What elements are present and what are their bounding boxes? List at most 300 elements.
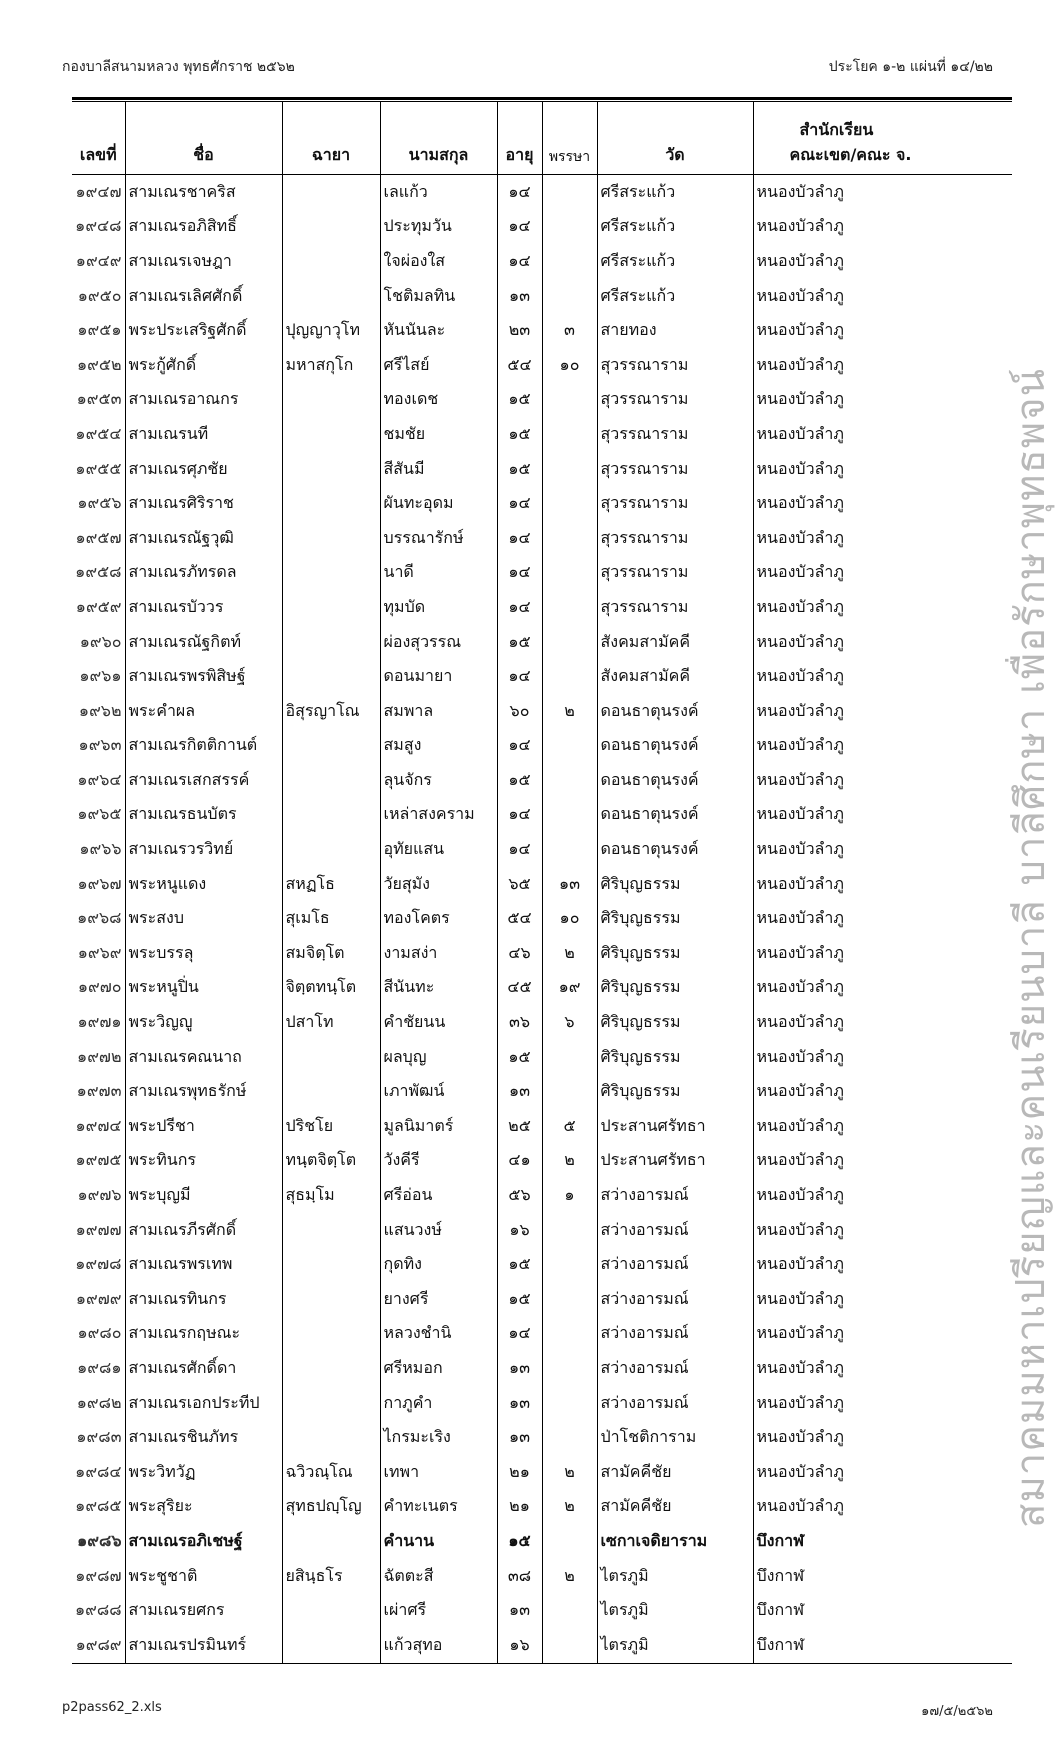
- cell-no: ๑๙๘๔: [75, 1461, 122, 1481]
- cell-office: หนองบัวลำภู: [753, 590, 1012, 625]
- cell-no: ๑๙๖๑: [79, 666, 122, 686]
- cell-age: ๖๕: [497, 867, 542, 902]
- table-row: [72, 556, 1012, 591]
- cell-chaya: [282, 1524, 380, 1559]
- table-row: [72, 1005, 1012, 1040]
- cell-surname: ฉัตตะสี: [380, 1559, 497, 1594]
- cell-wat: สุวรรณาราม: [597, 452, 753, 487]
- cell-surname: ผลบุญ: [380, 1040, 497, 1075]
- cell-wat: ศรีสระแก้ว: [597, 175, 753, 210]
- cell-office: บึงกาฬ: [753, 1524, 1012, 1559]
- cell-vassa: ๒: [542, 1144, 597, 1179]
- cell-chaya: [282, 1317, 380, 1352]
- col-header-name: ชื่อ: [125, 102, 282, 175]
- cell-age: ๑๓: [497, 1593, 542, 1628]
- cell-surname: ศรีอ่อน: [380, 1178, 497, 1213]
- header-left-text: กองบาลีสนามหลวง พุทธศักราช ๒๕๖๒: [62, 59, 295, 75]
- cell-age: ๓๘: [497, 1559, 542, 1594]
- cell-surname: วัยสุมัง: [380, 867, 497, 902]
- table-row: [72, 244, 1012, 279]
- table-row: [72, 175, 1012, 210]
- cell-office: หนองบัวลำภู: [753, 659, 1012, 694]
- cell-no: ๑๙๕๓: [76, 389, 122, 409]
- cell-surname: ลุนจักร: [380, 763, 497, 798]
- cell-surname: ผ่องสุวรรณ: [380, 625, 497, 660]
- cell-wat: ไตรภูมิ: [597, 1628, 753, 1663]
- cell-surname: ดอนมายา: [380, 659, 497, 694]
- table-row: [72, 798, 1012, 833]
- cell-surname: ไกรมะเริง: [380, 1420, 497, 1455]
- cell-wat: ศรีสระแก้ว: [597, 210, 753, 245]
- cell-wat: ไตรภูมิ: [597, 1593, 753, 1628]
- cell-no: ๑๙๗๗: [75, 1219, 122, 1239]
- cell-vassa: ๑๙: [542, 971, 597, 1006]
- footer-filename: p2pass62_2.xls: [62, 1700, 162, 1715]
- cell-office: หนองบัวลำภู: [753, 1213, 1012, 1248]
- cell-office: หนองบัวลำภู: [753, 244, 1012, 279]
- cell-age: ๔๖: [497, 936, 542, 971]
- cell-office: หนองบัวลำภู: [753, 210, 1012, 245]
- cell-chaya: [282, 452, 380, 487]
- cell-name: พระบุญมี: [125, 1178, 282, 1213]
- cell-office: หนองบัวลำภู: [753, 279, 1012, 314]
- cell-name: สามเณรชาคริส: [125, 175, 282, 210]
- cell-name: พระวิทวัฏ: [125, 1455, 282, 1490]
- cell-vassa: [542, 556, 597, 591]
- cell-wat: ดอนธาตุนรงค์: [597, 763, 753, 798]
- cell-no: ๑๙๘๗: [75, 1565, 122, 1585]
- cell-no: ๑๙๖๖: [79, 839, 122, 859]
- cell-chaya: ทนฺตจิตฺโต: [282, 1144, 380, 1179]
- cell-chaya: ปริชโย: [282, 1109, 380, 1144]
- table-row: [72, 1559, 1012, 1594]
- cell-name: สามเณรภัทรดล: [125, 556, 282, 591]
- cell-vassa: [542, 521, 597, 556]
- cell-name: สามเณรนที: [125, 417, 282, 452]
- cell-name: พระหนูปิ่น: [125, 971, 282, 1006]
- cell-vassa: [542, 244, 597, 279]
- cell-chaya: [282, 1593, 380, 1628]
- cell-wat: สว่างอารมณ์: [597, 1178, 753, 1213]
- col-header-no: เลขที่: [72, 102, 125, 175]
- cell-office: หนองบัวลำภู: [753, 1109, 1012, 1144]
- col-header-office: [753, 102, 1012, 175]
- cell-office: หนองบัวลำภู: [753, 175, 1012, 210]
- cell-wat: สุวรรณาราม: [597, 556, 753, 591]
- cell-chaya: สุทธปญฺโญ: [282, 1490, 380, 1525]
- cell-vassa: ๑๐: [542, 901, 597, 936]
- cell-name: สามเณรธนบัตร: [125, 798, 282, 833]
- cell-name: สามเณรทินกร: [125, 1282, 282, 1317]
- cell-name: พระวิญญู: [125, 1005, 282, 1040]
- cell-name: สามเณรกิตติกานต์: [125, 729, 282, 764]
- cell-no: ๑๙๕๘: [75, 562, 122, 582]
- cell-no: ๑๙๘๘: [75, 1600, 122, 1620]
- cell-chaya: [282, 1213, 380, 1248]
- table-row: [72, 694, 1012, 729]
- table-row: [72, 1351, 1012, 1386]
- table-row: [72, 521, 1012, 556]
- cell-vassa: [542, 763, 597, 798]
- cell-age: ๔๑: [497, 1144, 542, 1179]
- cell-surname: กุดทิง: [380, 1247, 497, 1282]
- cell-name: พระหนูแดง: [125, 867, 282, 902]
- table-row: [72, 659, 1012, 694]
- col-header-age: อายุ: [497, 102, 542, 175]
- cell-age: ๑๖: [497, 1628, 542, 1663]
- cell-surname: คำชัยนน: [380, 1005, 497, 1040]
- table-row: [72, 625, 1012, 660]
- cell-vassa: [542, 452, 597, 487]
- cell-chaya: [282, 383, 380, 418]
- cell-surname: คำทะเนตร: [380, 1490, 497, 1525]
- cell-no: ๑๙๗๘: [75, 1254, 122, 1274]
- cell-surname: ศรีหมอก: [380, 1351, 497, 1386]
- cell-surname: งามสง่า: [380, 936, 497, 971]
- cell-vassa: [542, 729, 597, 764]
- cell-chaya: [282, 590, 380, 625]
- cell-no: ๑๙๘๒: [76, 1392, 122, 1412]
- table-row: [72, 1213, 1012, 1248]
- cell-name: สามเณรเจษฎา: [125, 244, 282, 279]
- cell-name: สามเณรปรมินทร์: [125, 1628, 282, 1663]
- cell-name: สามเณรพุทธรักษ์: [125, 1074, 282, 1109]
- cell-no: ๑๙๕๕: [75, 458, 122, 478]
- cell-office: หนองบัวลำภู: [753, 1386, 1012, 1421]
- table-row: [72, 936, 1012, 971]
- cell-wat: สายทอง: [597, 313, 753, 348]
- cell-wat: ประสานศรัทธา: [597, 1109, 753, 1144]
- cell-chaya: สมจิตฺโต: [282, 936, 380, 971]
- cell-age: ๑๕: [497, 383, 542, 418]
- cell-no: ๑๙๖๓: [78, 735, 122, 755]
- cell-name: สามเณรเอกประทีป: [125, 1386, 282, 1421]
- table-row: [72, 1455, 1012, 1490]
- cell-age: ๑๕: [497, 452, 542, 487]
- table-row: [72, 452, 1012, 487]
- cell-vassa: [542, 625, 597, 660]
- cell-surname: ทองโคตร: [380, 901, 497, 936]
- cell-wat: ศิริบุญธรรม: [597, 1074, 753, 1109]
- cell-chaya: อิสุรญาโณ: [282, 694, 380, 729]
- cell-name: สามเณรอภิเชษฐ์: [125, 1524, 282, 1559]
- cell-wat: ดอนธาตุนรงค์: [597, 832, 753, 867]
- table-row: [72, 313, 1012, 348]
- cell-no: ๑๙๗๖: [77, 1185, 122, 1205]
- cell-surname: คำนาน: [380, 1524, 497, 1559]
- cell-surname: หลวงชำนิ: [380, 1317, 497, 1352]
- table-row: [72, 1593, 1012, 1628]
- cell-office: หนองบัวลำภู: [753, 971, 1012, 1006]
- cell-office: หนองบัวลำภู: [753, 1455, 1012, 1490]
- cell-chaya: [282, 1628, 380, 1663]
- cell-wat: ดอนธาตุนรงค์: [597, 729, 753, 764]
- cell-chaya: [282, 625, 380, 660]
- cell-age: ๑๔: [497, 659, 542, 694]
- table-row: [72, 1109, 1012, 1144]
- cell-age: ๕๔: [497, 348, 542, 383]
- cell-chaya: สุธมฺโม: [282, 1178, 380, 1213]
- table-row: [72, 417, 1012, 452]
- cell-name: สามเณรณัฐกิตท์: [125, 625, 282, 660]
- cell-age: ๒๓: [497, 313, 542, 348]
- cell-chaya: [282, 417, 380, 452]
- cell-office: หนองบัวลำภู: [753, 694, 1012, 729]
- cell-wat: ศิริบุญธรรม: [597, 971, 753, 1006]
- cell-age: ๑๔: [497, 175, 542, 210]
- cell-surname: กาภูคำ: [380, 1386, 497, 1421]
- cell-name: สามเณรกฤษณะ: [125, 1317, 282, 1352]
- cell-chaya: [282, 1351, 380, 1386]
- cell-age: ๑๕: [497, 1524, 542, 1559]
- cell-chaya: [282, 244, 380, 279]
- col-header-office-line1: สำนักเรียน: [799, 120, 874, 139]
- cell-vassa: [542, 175, 597, 210]
- cell-name: สามเณรคณนาถ: [125, 1040, 282, 1075]
- cell-age: ๑๕: [497, 763, 542, 798]
- cell-chaya: [282, 798, 380, 833]
- cell-office: หนองบัวลำภู: [753, 1282, 1012, 1317]
- cell-age: ๖๐: [497, 694, 542, 729]
- cell-no: ๑๙๘๐: [77, 1323, 122, 1343]
- cell-age: ๒๑: [497, 1455, 542, 1490]
- cell-age: ๑๔: [497, 210, 542, 245]
- cell-office: หนองบัวลำภู: [753, 798, 1012, 833]
- cell-chaya: [282, 763, 380, 798]
- cell-office: หนองบัวลำภู: [753, 1351, 1012, 1386]
- cell-age: ๑๓: [497, 1420, 542, 1455]
- cell-vassa: ๕: [542, 1109, 597, 1144]
- cell-no: ๑๙๕๗: [75, 527, 122, 547]
- cell-office: หนองบัวลำภู: [753, 625, 1012, 660]
- cell-office: หนองบัวลำภู: [753, 486, 1012, 521]
- cell-chaya: [282, 659, 380, 694]
- cell-chaya: [282, 1040, 380, 1075]
- cell-vassa: [542, 1040, 597, 1075]
- cell-office: หนองบัวลำภู: [753, 521, 1012, 556]
- cell-vassa: ๒: [542, 1559, 597, 1594]
- table-row: [72, 729, 1012, 764]
- cell-chaya: [282, 556, 380, 591]
- cell-office: หนองบัวลำภู: [753, 452, 1012, 487]
- cell-office: หนองบัวลำภู: [753, 832, 1012, 867]
- cell-surname: เลแก้ว: [380, 175, 497, 210]
- cell-chaya: [282, 729, 380, 764]
- cell-vassa: ๒: [542, 1490, 597, 1525]
- cell-name: พระสงบ: [125, 901, 282, 936]
- table-row: [72, 1178, 1012, 1213]
- cell-wat: สุวรรณาราม: [597, 590, 753, 625]
- cell-wat: เซกาเจดิยาราม: [597, 1524, 753, 1559]
- table-row: [72, 1144, 1012, 1179]
- cell-age: ๑๔: [497, 590, 542, 625]
- cell-name: พระกู้ศักดิ์: [125, 348, 282, 383]
- cell-vassa: [542, 1524, 597, 1559]
- cell-vassa: ๑๓: [542, 867, 597, 902]
- table-row: [72, 1386, 1012, 1421]
- cell-surname: วังคีรี: [380, 1144, 497, 1179]
- cell-surname: สีนันทะ: [380, 971, 497, 1006]
- cell-office: หนองบัวลำภู: [753, 763, 1012, 798]
- cell-surname: ศรีไสย์: [380, 348, 497, 383]
- cell-office: หนองบัวลำภู: [753, 1247, 1012, 1282]
- cell-name: สามเณรศุภชัย: [125, 452, 282, 487]
- cell-vassa: ๓: [542, 313, 597, 348]
- cell-chaya: มหาสกุโก: [282, 348, 380, 383]
- cell-age: ๒๑: [497, 1490, 542, 1525]
- cell-vassa: [542, 1351, 597, 1386]
- cell-wat: สุวรรณาราม: [597, 348, 753, 383]
- cell-age: ๑๔: [497, 521, 542, 556]
- cell-chaya: ยสินฺธโร: [282, 1559, 380, 1594]
- cell-no: ๑๙๖๐: [79, 631, 122, 651]
- cell-surname: มูลนิมาตร์: [380, 1109, 497, 1144]
- header-right-text: ประโยค ๑-๒ แผ่นที่ ๑๔/๒๒: [828, 59, 993, 75]
- cell-no: ๑๙๖๕: [77, 804, 122, 824]
- cell-no: ๑๙๖๔: [77, 769, 122, 789]
- cell-name: สามเณรพรเทพ: [125, 1247, 282, 1282]
- cell-no: ๑๙๗๐: [77, 977, 122, 997]
- table-row: [72, 1040, 1012, 1075]
- cell-vassa: [542, 1420, 597, 1455]
- table-row: [72, 279, 1012, 314]
- cell-vassa: [542, 1247, 597, 1282]
- cell-name: สามเณรศิริราช: [125, 486, 282, 521]
- cell-chaya: [282, 1386, 380, 1421]
- table-row: [72, 1420, 1012, 1455]
- col-header-chaya: ฉายา: [282, 102, 380, 175]
- cell-no: ๑๙๕๖: [77, 493, 122, 513]
- table-row: [72, 1317, 1012, 1352]
- table-row: [72, 210, 1012, 245]
- cell-age: ๔๕: [497, 971, 542, 1006]
- cell-surname: อุทัยแสน: [380, 832, 497, 867]
- cell-surname: เผ่าศรี: [380, 1593, 497, 1628]
- cell-surname: เทพา: [380, 1455, 497, 1490]
- cell-no: ๑๙๕๔: [75, 423, 122, 443]
- cell-no: ๑๙๗๓: [76, 1081, 122, 1101]
- cell-vassa: [542, 1628, 597, 1663]
- cell-vassa: ๒: [542, 694, 597, 729]
- cell-name: พระคำผล: [125, 694, 282, 729]
- cell-wat: ดอนธาตุนรงค์: [597, 798, 753, 833]
- cell-name: สามเณรศักดิ์ดา: [125, 1351, 282, 1386]
- cell-office: หนองบัวลำภู: [753, 1420, 1012, 1455]
- cell-no: ๑๙๘๑: [77, 1357, 122, 1377]
- cell-vassa: [542, 590, 597, 625]
- cell-office: หนองบัวลำภู: [753, 383, 1012, 418]
- cell-no: ๑๙๕๑: [77, 320, 122, 340]
- cell-chaya: [282, 1282, 380, 1317]
- cell-no: ๑๙๕๙: [75, 596, 122, 616]
- cell-no: ๑๙๘๙: [72, 1628, 125, 1663]
- col-header-wat: วัด: [597, 102, 753, 175]
- table-row: [72, 832, 1012, 867]
- cell-wat: สุวรรณาราม: [597, 521, 753, 556]
- cell-wat: ดอนธาตุนรงค์: [597, 694, 753, 729]
- cell-office: หนองบัวลำภู: [753, 348, 1012, 383]
- cell-name: พระปรีชา: [125, 1109, 282, 1144]
- cell-vassa: [542, 1317, 597, 1352]
- footer-date: ๑๗/๕/๒๕๖๒: [921, 1704, 993, 1719]
- cell-age: ๕๔: [497, 901, 542, 936]
- cell-age: ๑๔: [497, 244, 542, 279]
- cell-wat: สว่างอารมณ์: [597, 1351, 753, 1386]
- cell-surname: บรรณารักษ์: [380, 521, 497, 556]
- cell-vassa: [542, 1386, 597, 1421]
- cell-surname: ใจผ่องใส: [380, 244, 497, 279]
- cell-name: สามเณรพรพิสิษฐ์: [125, 659, 282, 694]
- cell-wat: สามัคคีชัย: [597, 1455, 753, 1490]
- cell-office: หนองบัวลำภู: [753, 867, 1012, 902]
- cell-age: ๑๕: [497, 417, 542, 452]
- cell-wat: ศิริบุญธรรม: [597, 936, 753, 971]
- cell-surname: โชติมลทิน: [380, 279, 497, 314]
- table-top-rule: [72, 97, 1012, 100]
- cell-age: ๑๔: [497, 729, 542, 764]
- cell-no: ๑๙๖๒: [78, 700, 122, 720]
- cell-vassa: ๑๐: [542, 348, 597, 383]
- cell-vassa: [542, 1593, 597, 1628]
- cell-no: ๑๙๖๘: [77, 908, 122, 928]
- cell-no: ๑๙๗๔: [75, 1115, 122, 1135]
- cell-vassa: [542, 832, 597, 867]
- cell-no: ๑๙๖๙: [77, 942, 122, 962]
- cell-no: ๑๙๘๓: [76, 1427, 122, 1447]
- cell-name: พระชูชาติ: [125, 1559, 282, 1594]
- cell-no: ๑๙๗๕: [75, 1150, 122, 1170]
- cell-chaya: ปสาโท: [282, 1005, 380, 1040]
- cell-vassa: [542, 486, 597, 521]
- table-row: [72, 867, 1012, 902]
- cell-office: หนองบัวลำภู: [753, 313, 1012, 348]
- cell-surname: ยางศรี: [380, 1282, 497, 1317]
- cell-chaya: [282, 1074, 380, 1109]
- cell-vassa: [542, 279, 597, 314]
- cell-surname: ประทุมวัน: [380, 210, 497, 245]
- cell-office: หนองบัวลำภู: [753, 1144, 1012, 1179]
- cell-name: สามเณรบัววร: [125, 590, 282, 625]
- cell-chaya: สุเมโธ: [282, 901, 380, 936]
- cell-no: ๑๙๗๒: [77, 1046, 122, 1066]
- cell-chaya: [282, 832, 380, 867]
- cell-office: หนองบัวลำภู: [753, 901, 1012, 936]
- cell-office: บึงกาฬ: [753, 1559, 1012, 1594]
- cell-wat: ศิริบุญธรรม: [597, 1005, 753, 1040]
- cell-chaya: ปุญญาวุโท: [282, 313, 380, 348]
- results-table: [72, 102, 1012, 1664]
- cell-chaya: [282, 175, 380, 210]
- col-header-office-line2: คณะเขต/คณะ จ.: [789, 145, 912, 164]
- cell-chaya: [282, 279, 380, 314]
- cell-vassa: [542, 210, 597, 245]
- cell-chaya: สหฏโธ: [282, 867, 380, 902]
- col-header-surname: นามสกุล: [380, 102, 497, 175]
- cell-chaya: [282, 1247, 380, 1282]
- cell-no: ๑๙๗๑: [77, 1012, 122, 1032]
- cell-name: พระสุริยะ: [125, 1490, 282, 1525]
- cell-office: บึงกาฬ: [753, 1628, 1012, 1663]
- cell-vassa: [542, 659, 597, 694]
- cell-surname: สีสันมี: [380, 452, 497, 487]
- cell-wat: สว่างอารมณ์: [597, 1386, 753, 1421]
- table-row: [72, 971, 1012, 1006]
- cell-office: บึงกาฬ: [753, 1593, 1012, 1628]
- table-row: [72, 1490, 1012, 1525]
- cell-age: ๑๖: [497, 1213, 542, 1248]
- cell-name: พระประเสริฐศักดิ์: [125, 313, 282, 348]
- cell-surname: ชมชัย: [380, 417, 497, 452]
